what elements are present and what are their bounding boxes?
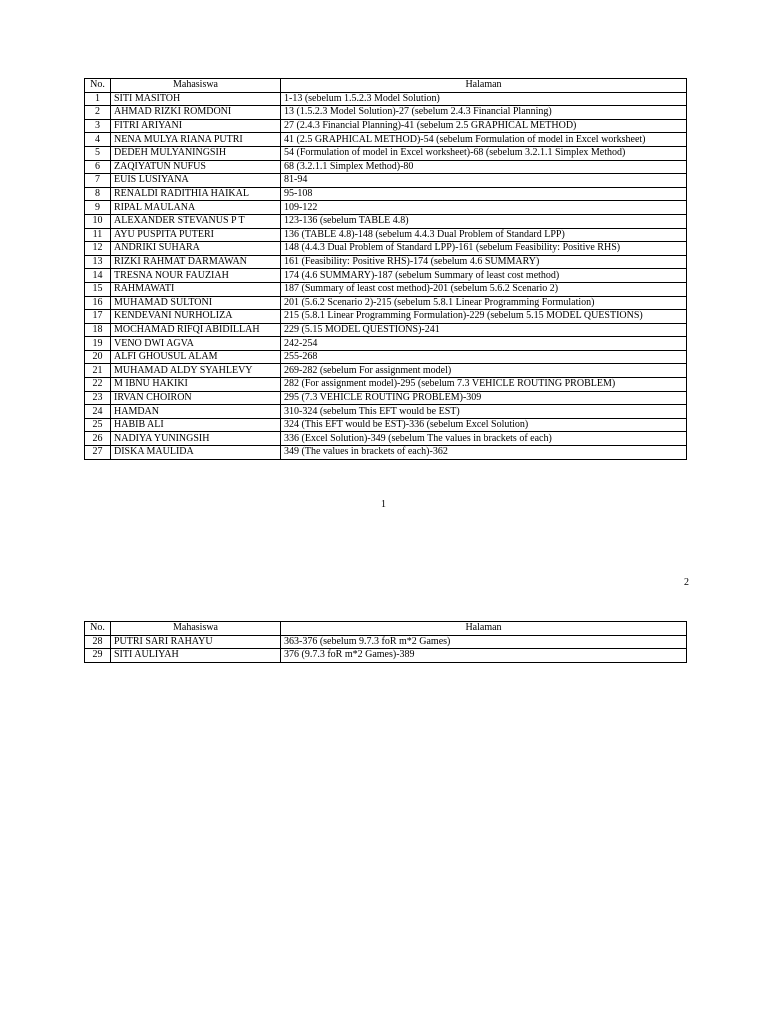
page-range: 255-268 bbox=[281, 350, 687, 364]
row-number: 11 bbox=[85, 228, 111, 242]
row-number: 12 bbox=[85, 242, 111, 256]
header-halaman: Halaman bbox=[281, 622, 687, 636]
student-name: MUHAMAD SULTONI bbox=[111, 296, 281, 310]
table-body-2 bbox=[85, 635, 687, 662]
student-name: NADIYA YUNINGSIH bbox=[111, 432, 281, 446]
page-range: 123-136 (sebelum TABLE 4.8) bbox=[281, 214, 687, 228]
student-name: RIZKI RAHMAT DARMAWAN bbox=[111, 255, 281, 269]
row-number: 24 bbox=[85, 405, 111, 419]
student-name: DISKA MAULIDA bbox=[111, 446, 281, 460]
table-row bbox=[85, 310, 687, 324]
student-name: RENALDI RADITHIA HAIKAL bbox=[111, 187, 281, 201]
page-range: 336 (Excel Solution)-349 (sebelum The values in brackets of each) bbox=[281, 432, 687, 446]
table-row bbox=[85, 649, 687, 663]
page-range: 1-13 (sebelum 1.5.2.3 Model Solution) bbox=[281, 92, 687, 106]
row-number: 2 bbox=[85, 106, 111, 120]
header-no: No. bbox=[85, 79, 111, 93]
student-name: IRVAN CHOIRON bbox=[111, 391, 281, 405]
row-number: 28 bbox=[85, 635, 111, 649]
student-name: AHMAD RIZKI ROMDONI bbox=[111, 106, 281, 120]
table-row bbox=[85, 201, 687, 215]
row-number: 23 bbox=[85, 391, 111, 405]
page-range: 54 (Formulation of model in Excel worksheet)-68 (sebelum 3.2.1.1 Simplex Method) bbox=[281, 146, 687, 160]
table-row bbox=[85, 418, 687, 432]
row-number: 1 bbox=[85, 92, 111, 106]
table-row bbox=[85, 119, 687, 133]
page-range: 215 (5.8.1 Linear Programming Formulation)-229 (sebelum 5.15 MODEL QUESTIONS) bbox=[281, 310, 687, 324]
page-range: 242-254 bbox=[281, 337, 687, 351]
page-range: 376 (9.7.3 foR m*2 Games)-389 bbox=[281, 649, 687, 663]
row-number: 29 bbox=[85, 649, 111, 663]
page-range: 324 (This EFT would be EST)-336 (sebelum Excel Solution) bbox=[281, 418, 687, 432]
row-number: 16 bbox=[85, 296, 111, 310]
row-number: 7 bbox=[85, 174, 111, 188]
student-name: HAMDAN bbox=[111, 405, 281, 419]
row-number: 26 bbox=[85, 432, 111, 446]
table-row bbox=[85, 92, 687, 106]
student-name: MOCHAMAD RIFQI ABIDILLAH bbox=[111, 323, 281, 337]
table-row bbox=[85, 405, 687, 419]
student-name: ANDRIKI SUHARA bbox=[111, 242, 281, 256]
table-row bbox=[85, 282, 687, 296]
page-range: 41 (2.5 GRAPHICAL METHOD)-54 (sebelum Formulation of model in Excel worksheet) bbox=[281, 133, 687, 147]
table-row bbox=[85, 635, 687, 649]
table-row bbox=[85, 242, 687, 256]
student-name: RIPAL MAULANA bbox=[111, 201, 281, 215]
table-header-row bbox=[85, 79, 687, 93]
table-row bbox=[85, 337, 687, 351]
page-range: 109-122 bbox=[281, 201, 687, 215]
row-number: 20 bbox=[85, 350, 111, 364]
student-name: MUHAMAD ALDY SYAHLEVY bbox=[111, 364, 281, 378]
row-number: 9 bbox=[85, 201, 111, 215]
row-number: 6 bbox=[85, 160, 111, 174]
student-name: NENA MULYA RIANA PUTRI bbox=[111, 133, 281, 147]
student-name: EUIS LUSIYANA bbox=[111, 174, 281, 188]
table-body-1 bbox=[85, 92, 687, 459]
student-name: HABIB ALI bbox=[111, 418, 281, 432]
student-name: KENDEVANI NURHOLIZA bbox=[111, 310, 281, 324]
page-number: 2 bbox=[684, 577, 689, 588]
page-range: 161 (Feasibility: Positive RHS)-174 (sebelum 4.6 SUMMARY) bbox=[281, 255, 687, 269]
table-row bbox=[85, 228, 687, 242]
table-row bbox=[85, 133, 687, 147]
row-number: 8 bbox=[85, 187, 111, 201]
student-name: ALEXANDER STEVANUS P T bbox=[111, 214, 281, 228]
page-range: 136 (TABLE 4.8)-148 (sebelum 4.4.3 Dual Problem of Standard LPP) bbox=[281, 228, 687, 242]
table-row bbox=[85, 446, 687, 460]
table-row bbox=[85, 432, 687, 446]
page-range: 68 (3.2.1.1 Simplex Method)-80 bbox=[281, 160, 687, 174]
table-row bbox=[85, 255, 687, 269]
page-range: 27 (2.4.3 Financial Planning)-41 (sebelum 2.5 GRAPHICAL METHOD) bbox=[281, 119, 687, 133]
student-name: SITI MASITOH bbox=[111, 92, 281, 106]
page-range: 81-94 bbox=[281, 174, 687, 188]
row-number: 22 bbox=[85, 378, 111, 392]
student-name: TRESNA NOUR FAUZIAH bbox=[111, 269, 281, 283]
header-halaman: Halaman bbox=[281, 79, 687, 93]
table-row bbox=[85, 214, 687, 228]
page-range: 229 (5.15 MODEL QUESTIONS)-241 bbox=[281, 323, 687, 337]
page-range: 282 (For assignment model)-295 (sebelum 7.3 VEHICLE ROUTING PROBLEM) bbox=[281, 378, 687, 392]
page-range: 295 (7.3 VEHICLE ROUTING PROBLEM)-309 bbox=[281, 391, 687, 405]
table-row bbox=[85, 187, 687, 201]
table-row bbox=[85, 174, 687, 188]
table-row bbox=[85, 146, 687, 160]
student-page-table-2 bbox=[84, 621, 687, 663]
student-page-table-1 bbox=[84, 78, 687, 460]
student-name: AYU PUSPITA PUTERI bbox=[111, 228, 281, 242]
row-number: 14 bbox=[85, 269, 111, 283]
student-name: PUTRI SARI RAHAYU bbox=[111, 635, 281, 649]
table-row bbox=[85, 106, 687, 120]
row-number: 10 bbox=[85, 214, 111, 228]
page-range: 310-324 (sebelum This EFT would be EST) bbox=[281, 405, 687, 419]
page-range: 174 (4.6 SUMMARY)-187 (sebelum Summary of least cost method) bbox=[281, 269, 687, 283]
row-number: 25 bbox=[85, 418, 111, 432]
row-number: 13 bbox=[85, 255, 111, 269]
student-name: SITI AULIYAH bbox=[111, 649, 281, 663]
table-row bbox=[85, 323, 687, 337]
table-row bbox=[85, 296, 687, 310]
table-header-row bbox=[85, 622, 687, 636]
table-row bbox=[85, 350, 687, 364]
row-number: 15 bbox=[85, 282, 111, 296]
student-name: ALFI GHOUSUL ALAM bbox=[111, 350, 281, 364]
page-range: 269-282 (sebelum For assignment model) bbox=[281, 364, 687, 378]
header-mahasiswa: Mahasiswa bbox=[111, 622, 281, 636]
student-name: RAHMAWATI bbox=[111, 282, 281, 296]
page-range: 201 (5.6.2 Scenario 2)-215 (sebelum 5.8.1 Linear Programming Formulation) bbox=[281, 296, 687, 310]
table-row bbox=[85, 391, 687, 405]
page-range: 363-376 (sebelum 9.7.3 foR m*2 Games) bbox=[281, 635, 687, 649]
page-range: 349 (The values in brackets of each)-362 bbox=[281, 446, 687, 460]
table-row bbox=[85, 269, 687, 283]
table-row bbox=[85, 364, 687, 378]
page-range: 95-108 bbox=[281, 187, 687, 201]
page-range: 148 (4.4.3 Dual Problem of Standard LPP)-161 (sebelum Feasibility: Positive RHS) bbox=[281, 242, 687, 256]
row-number: 4 bbox=[85, 133, 111, 147]
row-number: 21 bbox=[85, 364, 111, 378]
student-name: DEDEH MULYANINGSIH bbox=[111, 146, 281, 160]
row-number: 3 bbox=[85, 119, 111, 133]
table-row bbox=[85, 378, 687, 392]
page-number: 1 bbox=[381, 499, 386, 510]
table-row bbox=[85, 160, 687, 174]
header-mahasiswa: Mahasiswa bbox=[111, 79, 281, 93]
row-number: 19 bbox=[85, 337, 111, 351]
row-number: 17 bbox=[85, 310, 111, 324]
page-range: 13 (1.5.2.3 Model Solution)-27 (sebelum 2.4.3 Financial Planning) bbox=[281, 106, 687, 120]
student-name: FITRI ARIYANI bbox=[111, 119, 281, 133]
page-range: 187 (Summary of least cost method)-201 (sebelum 5.6.2 Scenario 2) bbox=[281, 282, 687, 296]
student-name: M IBNU HAKIKI bbox=[111, 378, 281, 392]
header-no: No. bbox=[85, 622, 111, 636]
row-number: 18 bbox=[85, 323, 111, 337]
row-number: 27 bbox=[85, 446, 111, 460]
student-name: ZAQIYATUN NUFUS bbox=[111, 160, 281, 174]
row-number: 5 bbox=[85, 146, 111, 160]
student-name: VENO DWI AGVA bbox=[111, 337, 281, 351]
